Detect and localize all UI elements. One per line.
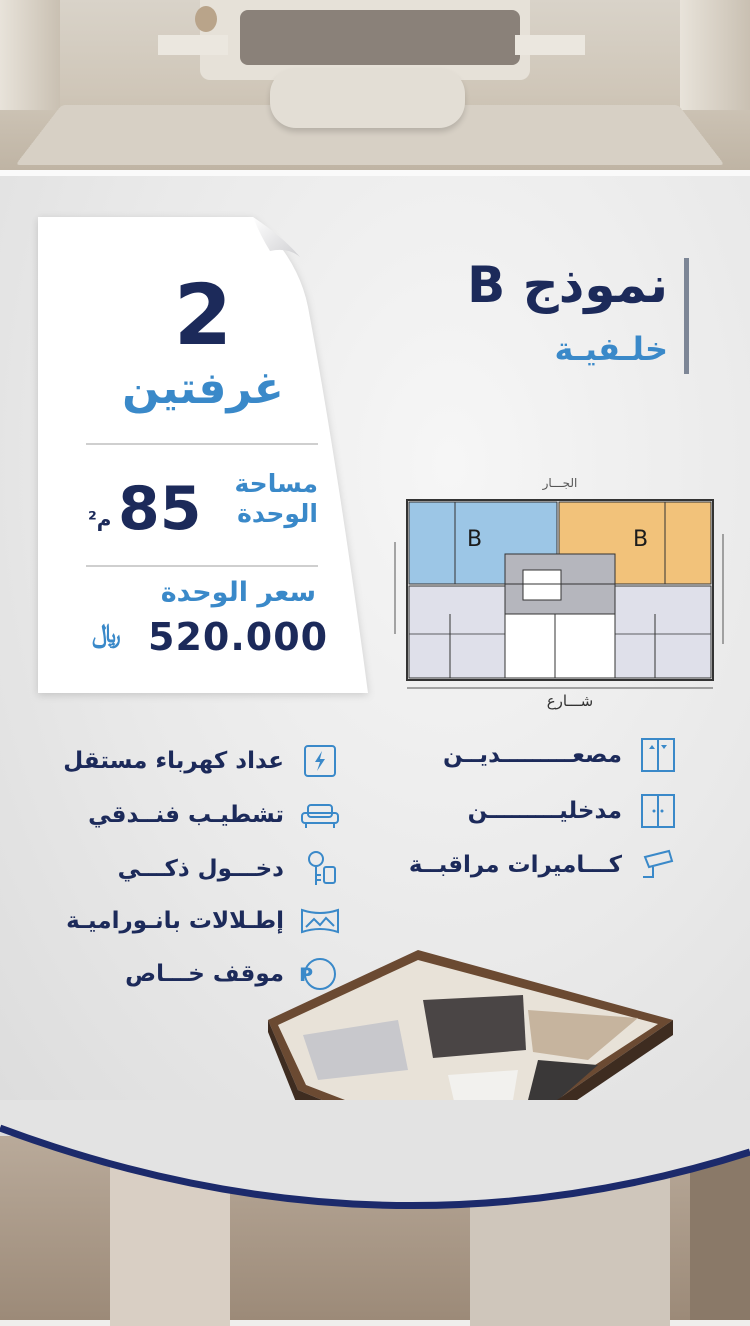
plan-neighbor-label: الجـــار [542,476,578,490]
svg-text:P: P [299,964,313,986]
model-title: نموذج B [467,256,668,314]
feature-label: تشطيـب فنــدقي [88,802,284,828]
rooms-label: غرفتين [122,363,284,414]
riyal-symbol-icon: ﷼ [92,619,121,649]
divider [86,565,318,567]
unit-right-label: B [633,527,649,552]
feature-label: مدخليـــــــــن [467,798,622,824]
electric-meter-icon [300,741,340,781]
area-label [218,469,318,529]
feature-hotel-finish [88,795,340,835]
feature-label: دخـــول ذكـــي [117,856,284,882]
floor-plan [395,474,725,704]
double-door-icon [638,791,678,831]
elevator-icon [638,735,678,775]
unit-info-card [38,217,368,693]
feature-smart-entry [118,849,340,889]
area-label-line2: الوحدة [237,499,318,528]
feature-label: موقف خـــاص [125,961,284,987]
unit-left-label: B [467,527,483,552]
bed-throw [240,10,520,65]
area-value: 85 [118,474,202,544]
feature-label: عداد كهرباء مستقل [63,748,284,774]
feature-label: إطـلالات بانـوراميـة [66,908,284,934]
smart-key-icon [300,849,340,889]
nightstand [158,35,228,55]
window [680,0,750,110]
divider [86,443,318,445]
sofa-icon [300,795,340,835]
model-subtitle: خلـفيـة [554,330,668,368]
bench [270,68,465,128]
area-label-line1: مساحة [234,469,318,498]
nightstand [515,35,585,55]
price-value: 520.000 [148,615,329,659]
feature-entrances [468,791,678,831]
plan-street-label: شـــارع [546,692,594,710]
feature-panoramic [66,901,340,941]
panorama-icon [300,901,340,941]
bedroom-photo-top [0,0,750,170]
vase [195,6,217,32]
window [0,0,60,110]
feature-label: كـــاميرات مراقبــة [408,852,622,878]
feature-elevators [443,735,678,775]
decorative-wave [0,1100,750,1270]
feature-label: مصعـــــــــديــن [443,742,622,768]
cctv-camera-icon [638,845,678,885]
rooms-number: 2 [173,266,233,364]
price-label: سعر الوحدة [160,577,316,608]
feature-cameras [409,845,678,885]
feature-electric-meter [63,741,340,781]
area-unit: م² [88,507,112,531]
accent-bar [684,258,689,374]
